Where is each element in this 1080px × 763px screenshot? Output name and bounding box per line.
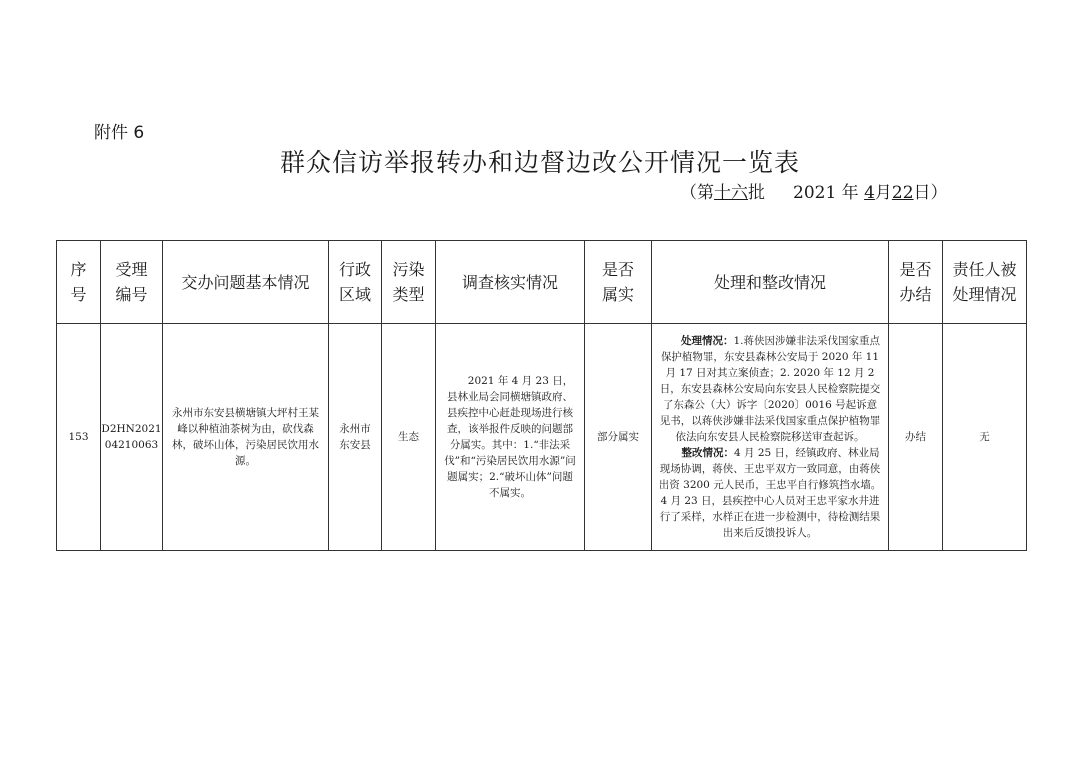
batch-open: （第 (680, 183, 714, 203)
cell-case-no: D2HN2021 04210063 (101, 324, 163, 551)
header-verified: 是否 属实 (585, 241, 652, 324)
cell-accountability: 无 (943, 324, 1027, 551)
handling-label: 处理情况： (680, 335, 734, 347)
batch-day: 22 (891, 183, 914, 203)
cell-handling (652, 324, 889, 551)
batch-month-unit: 月 (874, 183, 892, 203)
header-pollution-type: 污染 类型 (382, 241, 436, 324)
cell-investigation: 2021 年 4 月 23 日，县林业局会同横塘镇政府、县疾控中心赶赴现场进行核查，该举报件反映的问题部分属实。其中：1.“非法采伐”和“污染居民饮用水源”问题属实；2.“破坏山体”问题不属实。 (436, 324, 585, 551)
batch-year: 2021 年 (793, 183, 859, 203)
cell-seq: 153 (57, 324, 101, 551)
header-case-no: 受理 编号 (101, 241, 163, 324)
header-concluded: 是否 办结 (889, 241, 943, 324)
batch-date-line (680, 178, 948, 203)
petition-table (56, 240, 1027, 551)
header-issue: 交办问题基本情况 (163, 241, 329, 324)
cell-region: 永州市东安县 (329, 324, 382, 551)
page-title: 群众信访举报转办和边督边改公开情况一览表 (279, 148, 800, 177)
rectify-text: 4 月 25 日，经镇政府、林业局现场协调，蒋侠、王忠平双方一致同意，由蒋侠出资 3200 元人民币，王忠平自行修筑挡水墙。4 月 23 日，县疾控中心人员对王忠平家水井进行了采样，水样正在进一步检测中，待检测结果出来后反馈投诉人。 (658, 447, 882, 539)
batch-suffix: 批 (748, 183, 765, 203)
cell-pollution-type: 生态 (382, 324, 436, 551)
header-handling: 处理和整改情况 (652, 241, 889, 324)
attachment-label: 附件 6 (94, 123, 145, 143)
handling-paragraph (652, 333, 888, 445)
cell-verified: 部分属实 (585, 324, 652, 551)
batch-day-close: 日） (913, 183, 948, 203)
handling-text: 1.蒋侠因涉嫌非法采伐国家重点保护植物罪，东安县森林公安局于 2020 年 11 月 17 日对其立案侦查；2. 2020 年 12 月 2 日，东安县森林公安局向东安县人民检察院提交了东森公（大）诉字〔2020〕0016 号起诉意见书，以蒋侠涉嫌非法采伐国家重点保护植物罪依法向东安县人民检察院移送审查起诉。 (659, 335, 881, 443)
batch-number: 十六 (714, 183, 748, 203)
table-header-row (57, 241, 1027, 324)
header-region: 行政 区域 (329, 241, 382, 324)
header-investigation: 调查核实情况 (436, 241, 585, 324)
header-accountability: 责任人被 处理情况 (943, 241, 1027, 324)
cell-concluded: 办结 (889, 324, 943, 551)
table-row (57, 324, 1027, 551)
rectify-label: 整改情况： (681, 447, 734, 459)
batch-month: 4 (864, 183, 875, 203)
rectify-paragraph (652, 445, 888, 541)
cell-issue: 永州市东安县横塘镇大坪村王某峰以种植油茶树为由，砍伐森林，破坏山体，污染居民饮用水源。 (163, 324, 329, 551)
header-seq: 序 号 (57, 241, 101, 324)
